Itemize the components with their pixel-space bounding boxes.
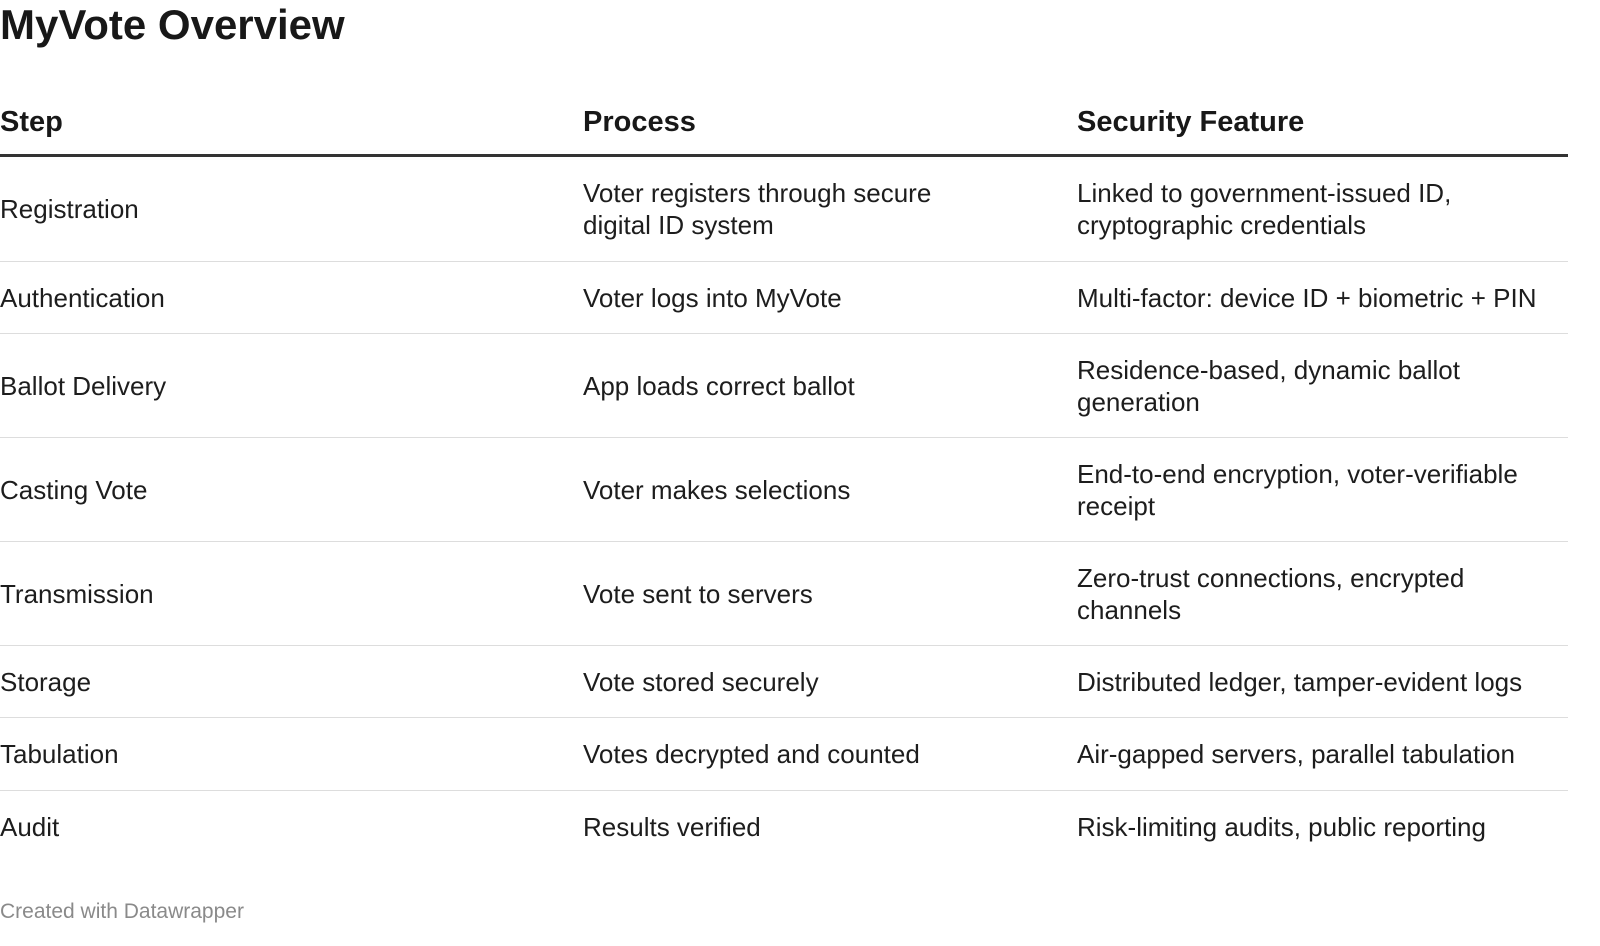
cell-process: Vote stored securely: [583, 646, 1077, 718]
table-row: [0, 156, 1568, 262]
cell-process: Voter makes selections: [583, 438, 1077, 542]
cell-security-feature: End-to-end encryption, voter-verifiable receipt: [1077, 438, 1568, 542]
cell-security-feature: Linked to government-issued ID, cryptographic credentials: [1077, 156, 1568, 262]
cell-security-feature: Zero-trust connections, encrypted channels: [1077, 542, 1568, 646]
cell-process: App loads correct ballot: [583, 334, 1077, 438]
cell-process: Vote sent to servers: [583, 542, 1077, 646]
cell-step: Audit: [0, 811, 60, 842]
table-row: [0, 791, 1568, 863]
header-row: [0, 90, 1568, 156]
table-row: [0, 718, 1568, 791]
cell-security-feature: Multi-factor: device ID + biometric + PIN: [1077, 262, 1568, 334]
overview-table: [0, 90, 1568, 863]
column-header-security-feature: Security Feature: [1077, 90, 1568, 156]
cell-security-feature: Residence-based, dynamic ballot generation: [1077, 334, 1568, 438]
cell-process: Votes decrypted and counted: [583, 718, 1077, 791]
cell-process: Voter logs into MyVote: [583, 262, 1077, 334]
table-body: [0, 156, 1568, 863]
table-header: [0, 90, 1568, 156]
cell-security-feature: Risk-limiting audits, public reporting: [1077, 811, 1486, 842]
cell-step: Transmission: [0, 542, 583, 646]
column-header-step: Step: [0, 90, 583, 156]
cell-security-feature: Air-gapped servers, parallel tabulation: [1077, 718, 1568, 791]
cell-step: Registration: [0, 156, 583, 262]
page-title: MyVote Overview: [0, 1, 345, 48]
table-row: [0, 262, 1568, 334]
cell-step: Casting Vote: [0, 438, 583, 542]
cell-step: Ballot Delivery: [0, 334, 583, 438]
footer-credit: Created with Datawrapper: [0, 900, 244, 923]
cell-process: Results verified: [583, 811, 761, 842]
cell-security-feature: Distributed ledger, tamper-evident logs: [1077, 646, 1568, 718]
cell-step: Tabulation: [0, 718, 583, 791]
table-row: [0, 542, 1568, 646]
cell-step: Authentication: [0, 262, 583, 334]
cell-step: Storage: [0, 646, 583, 718]
table-row: [0, 646, 1568, 718]
table-row: [0, 334, 1568, 438]
table-row: [0, 438, 1568, 542]
column-header-process: Process: [583, 90, 1077, 156]
cell-process: Voter registers through secure digital ID system: [583, 156, 1077, 262]
